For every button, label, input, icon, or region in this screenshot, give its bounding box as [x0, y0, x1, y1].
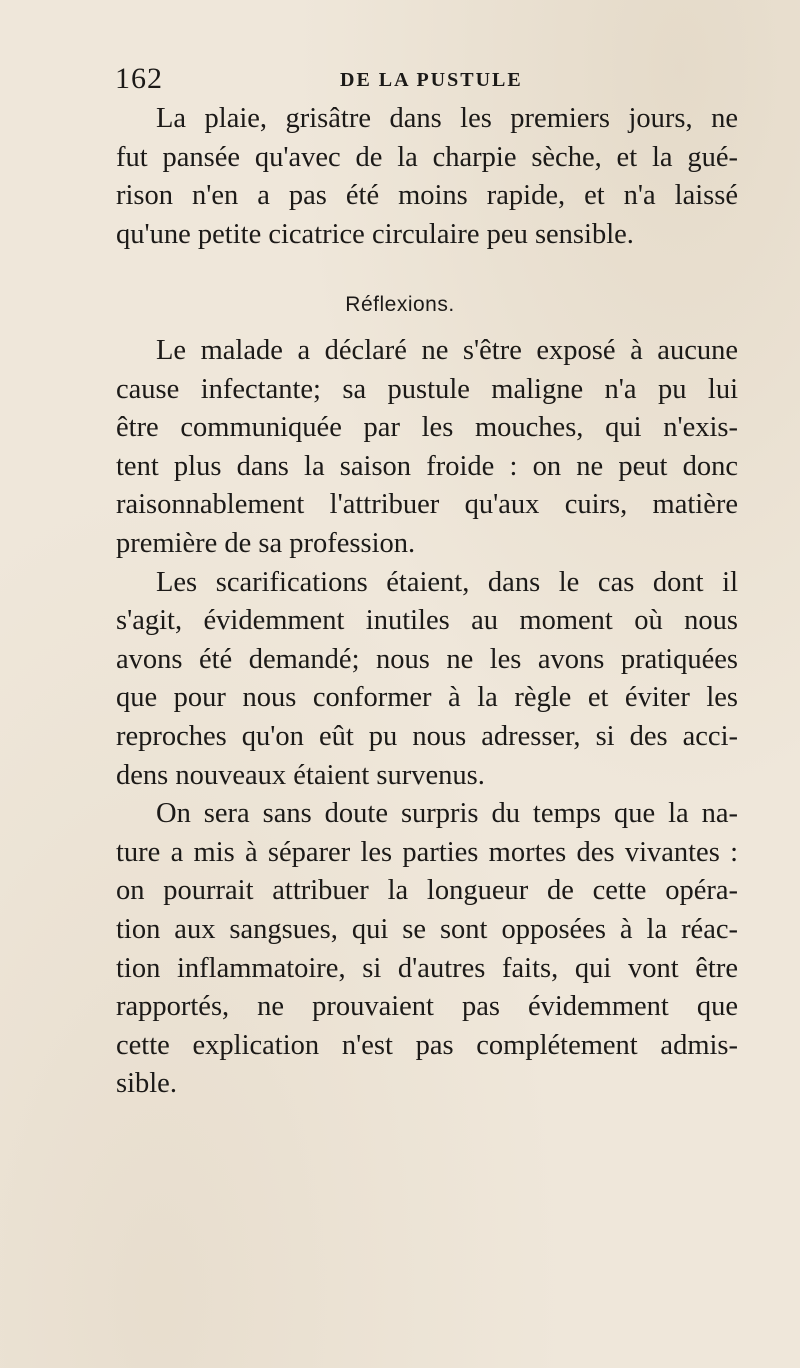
text-line: Les scarifications étaient, dans le cas dont il: [156, 566, 738, 598]
text-line: fut pansée qu'avec de la charpie sèche, et la gué-: [116, 141, 738, 173]
text-line: tion aux sangsues, qui se sont opposées à la réac-: [116, 913, 738, 945]
running-head-title: DE LA PUSTULE: [340, 69, 523, 91]
text-line: qu'une petite cicatrice circulaire peu sensible.: [116, 218, 634, 250]
text-line: sible.: [116, 1068, 177, 1100]
paragraph-1: [116, 100, 738, 254]
text-line: que pour nous conformer à la règle et éviter les: [116, 682, 738, 714]
section-heading: Réflexions.: [345, 293, 455, 316]
running-head: [115, 62, 735, 96]
page-number: 162: [115, 62, 163, 95]
text-line: on pourrait attribuer la longueur de cette opéra-: [116, 875, 738, 907]
text-line: première de sa profession.: [116, 527, 416, 559]
text-line: cause infectante; sa pustule maligne n'a pu lui: [116, 373, 738, 405]
text-line: raisonnablement l'attribuer qu'aux cuirs, matière: [116, 489, 738, 521]
text-line: rapportés, ne prouvaient pas évidemment que: [116, 991, 738, 1023]
text-line: s'agit, évidemment inutiles au moment où nous: [116, 605, 738, 637]
text-line: Le malade a déclaré ne s'être exposé à aucune: [156, 335, 738, 366]
text-line: ture a mis à séparer les parties mortes des vivantes :: [116, 836, 738, 868]
text-line: rison n'en a pas été moins rapide, et n'a laissé: [116, 180, 738, 212]
text-line: cette explication n'est pas complétement admis-: [116, 1029, 738, 1061]
text-line: tion inflammatoire, si d'autres faits, qui vont être: [116, 952, 738, 984]
text-line: reproches qu'on eût pu nous adresser, si des acci-: [116, 720, 738, 752]
text-line: tent plus dans la saison froide : on ne peut donc: [116, 450, 738, 482]
text-line: avons été demandé; nous ne les avons pratiquées: [116, 643, 738, 675]
text-line: On sera sans doute surpris du temps que la na-: [156, 798, 738, 830]
body-text: [116, 332, 738, 1104]
text-line: dens nouveaux étaient survenus.: [116, 759, 485, 791]
text-line: La plaie, grisâtre dans les premiers jours, ne: [156, 103, 738, 134]
text-line: être communiquée par les mouches, qui n'exis-: [116, 412, 738, 444]
